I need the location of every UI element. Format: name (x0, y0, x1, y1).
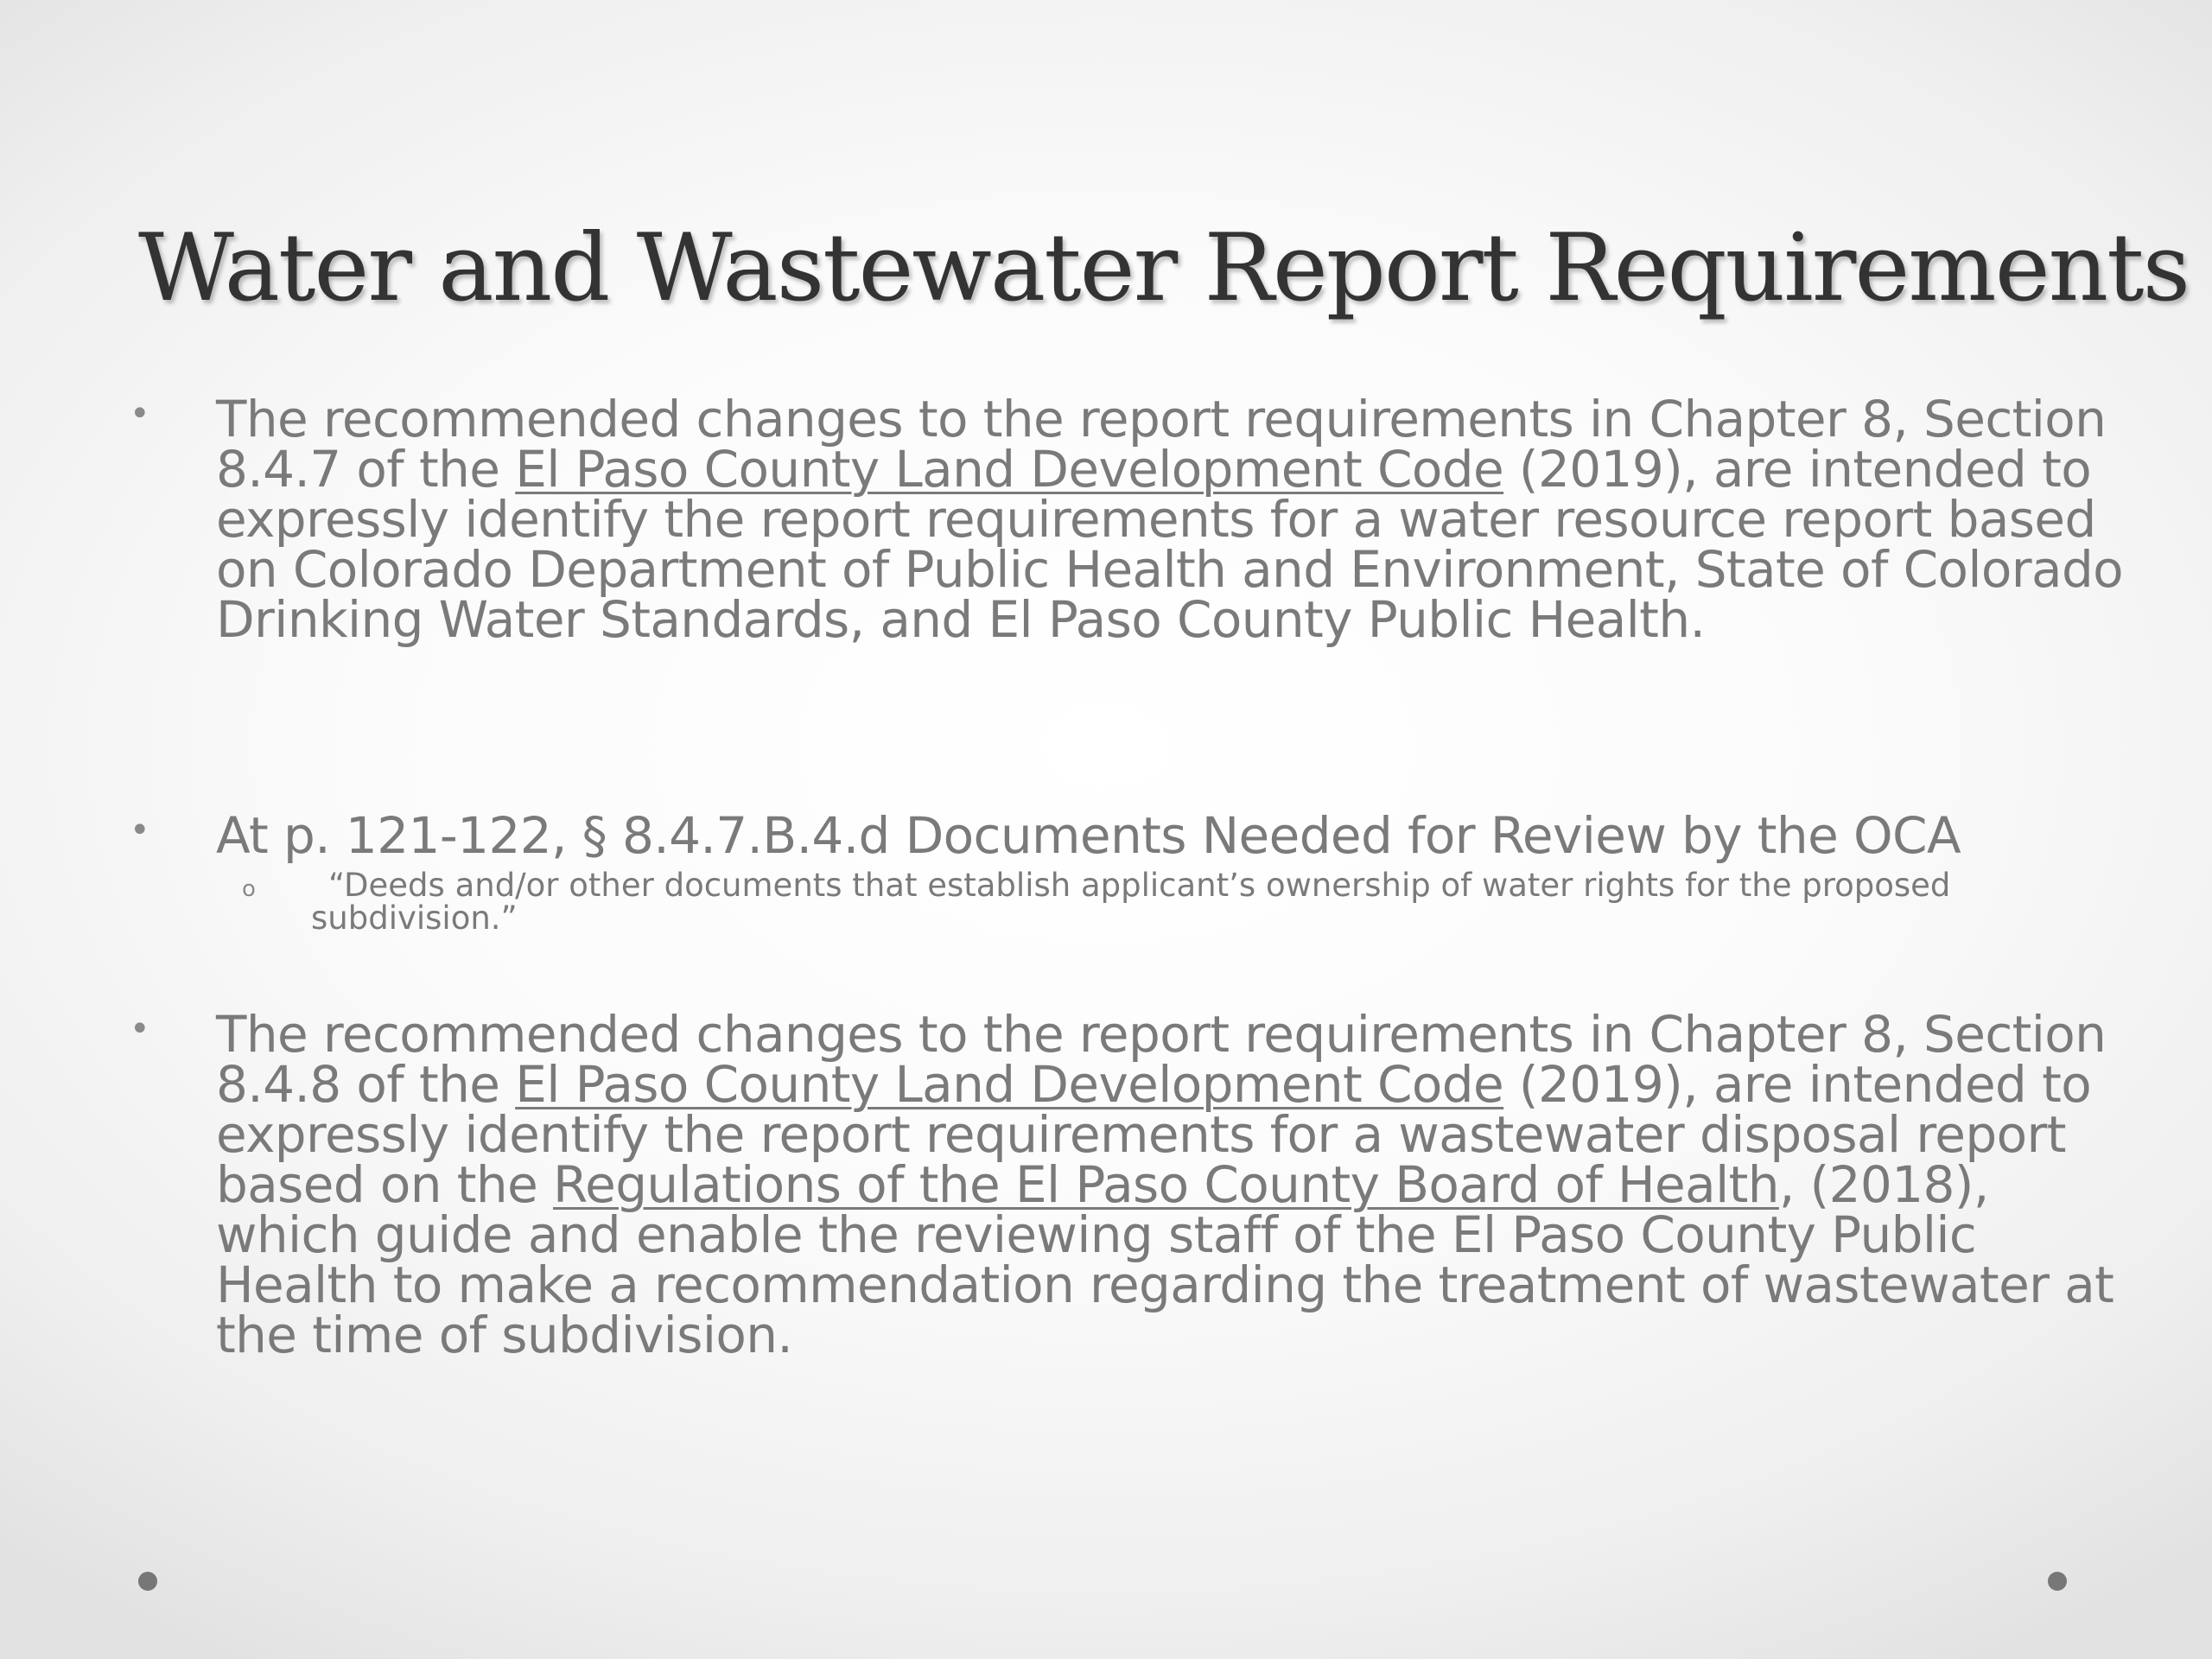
bullet-marker: • (130, 394, 150, 434)
text-segment: The recommended changes to the report requirements in Chapter 8, Section 8.4.7 of the (216, 390, 2107, 499)
board-of-health-regulations-link[interactable]: Regulations of the El Paso County Board of Health (553, 1155, 1779, 1214)
land-development-code-link[interactable]: El Paso County Land Development Code (515, 440, 1504, 499)
text-segment: (2019), are intended to expressly identify the report requirements for a wastewater disposal report based on the (216, 1055, 2092, 1214)
bullet-marker: • (130, 1009, 150, 1049)
bullet-text (216, 1005, 2134, 1364)
decorative-dot-right (2048, 1572, 2067, 1591)
sub-bullet-quote: “Deeds and/or other documents that establish applicant’s ownership of water rights for the proposed subdivision.” (311, 867, 1951, 937)
text-segment: (2019), are intended to expressly identify the report requirements for a water resource report based on Colorado Department of Public Health and Environment, State of Colorado Drinking Water Standards, and El Paso County Public Health. (216, 440, 2124, 649)
text-segment: , (2018), which guide and enable the reviewing staff of the El Paso County Public Health to make a recommendation regarding the treatment of wastewater at the time of subdivision. (216, 1155, 2114, 1364)
bullet-text (216, 390, 2134, 649)
sub-bullet-marker: o (242, 876, 256, 902)
bullet-text: At p. 121-122, § 8.4.7.B.4.d Documents Needed for Review by the OCA (216, 806, 1961, 865)
slide-title: Water and Wastewater Report Requirements (138, 214, 2189, 322)
text-segment: The recommended changes to the report requirements in Chapter 8, Section 8.4.8 of the (216, 1005, 2107, 1114)
land-development-code-link[interactable]: El Paso County Land Development Code (515, 1055, 1504, 1114)
bullet-marker: • (130, 810, 150, 850)
decorative-dot-left (138, 1572, 157, 1591)
